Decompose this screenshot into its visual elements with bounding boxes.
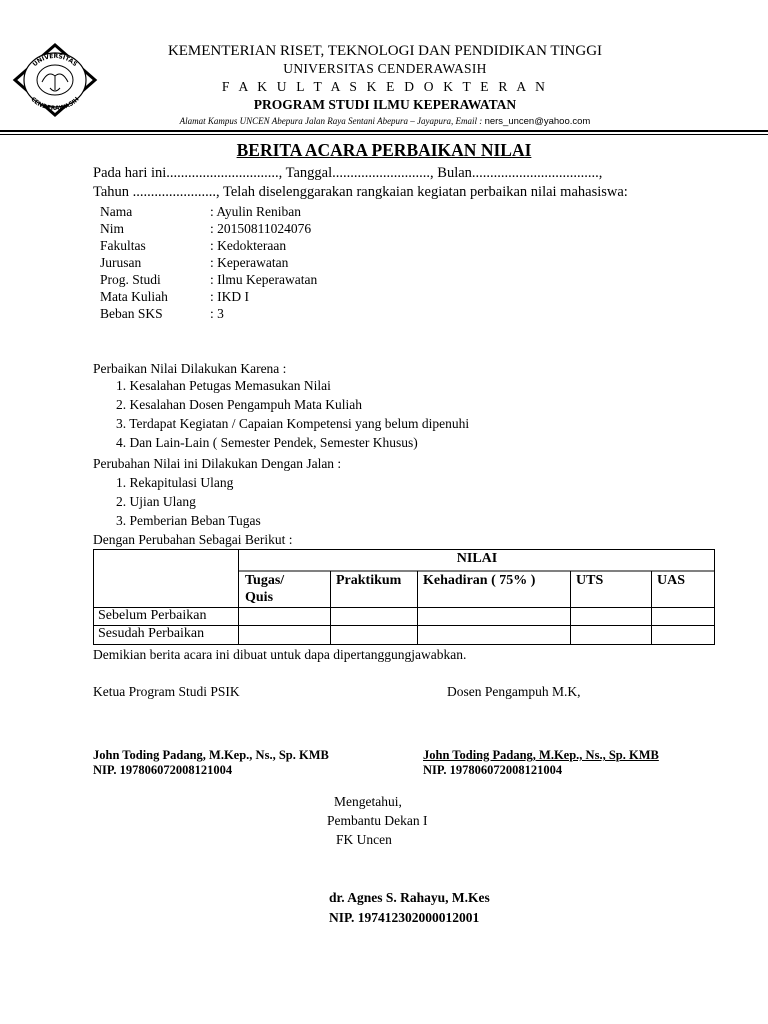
table-col-uas: UAS xyxy=(657,573,686,588)
address-text: Alamat Kampus UNCEN Abepura Jalan Raya Sentani Abepura – Jayapura, Email : xyxy=(179,116,485,126)
program-heading: PROGRAM STUDI ILMU KEPERAWATAN xyxy=(253,97,517,112)
right-signatory-name: John Toding Padang, M.Kep., Ns., Sp. KMB xyxy=(423,748,659,762)
acknowledge-role: Pembantu Dekan I xyxy=(327,813,428,828)
table-row-label-after: Sesudah Perbaikan xyxy=(98,626,205,641)
header-rule-thin xyxy=(0,134,768,135)
info-value-nim: : 20150811024076 xyxy=(210,221,312,236)
info-label-name: Nama xyxy=(100,204,133,219)
university-logo xyxy=(12,42,98,118)
method-item: 2. Ujian Ulang xyxy=(116,494,196,509)
closing-statement: Demikian berita acara ini dibuat untuk dapa dipertanggungjawabkan. xyxy=(93,647,467,662)
info-value-course: : IKD I xyxy=(210,289,249,304)
table-col-tugas: Tugas/ xyxy=(245,573,285,588)
method-item: 3. Pemberian Beban Tugas xyxy=(116,513,261,528)
acknowledge-label: Mengetahui, xyxy=(334,794,402,809)
logo-text-bottom: CENDERAWASIH xyxy=(29,95,81,113)
grade-table xyxy=(93,549,715,645)
info-value-faculty: : Kedokteraan xyxy=(210,238,287,253)
info-label-department: Jurusan xyxy=(100,255,142,270)
reason-item: 2. Kesalahan Dosen Pengampuh Mata Kuliah xyxy=(116,397,362,412)
dean-name: dr. Agnes S. Rahayu, M.Kes xyxy=(329,890,490,905)
info-value-credits: : 3 xyxy=(210,306,224,321)
info-label-credits: Beban SKS xyxy=(100,306,163,321)
address-line xyxy=(100,116,670,127)
reason-item: 4. Dan Lain-Lain ( Semester Pendek, Semester Khusus) xyxy=(116,435,418,450)
left-signatory-role: Ketua Program Studi PSIK xyxy=(93,684,240,699)
table-header-nilai: NILAI xyxy=(456,551,498,566)
right-signatory-nip: NIP. 197806072008121004 xyxy=(423,763,563,777)
table-col-quis: Quis xyxy=(245,590,274,605)
document-title: BERITA ACARA PERBAIKAN NILAI xyxy=(236,140,532,160)
reason-item: 3. Terdapat Kegiatan / Capaian Kompetensi yang belum dipenuhi xyxy=(116,416,470,431)
table-row-label-before: Sebelum Perbaikan xyxy=(98,608,207,623)
info-value-department: : Keperawatan xyxy=(210,255,289,270)
info-label-nim: Nim xyxy=(100,221,125,236)
intro-line-2: Tahun ......................., Telah diselenggarakan rangkaian kegiatan perbaikan nilai mahasiswa: xyxy=(93,184,628,200)
logo-text-top: UNIVERSITAS xyxy=(31,52,79,69)
faculty-heading: F A K U L T A S K E D O K T E R A N xyxy=(221,79,549,94)
intro-line-1: Pada hari ini..............................., Tanggal..........................., Bulan..................................., xyxy=(93,165,603,181)
method-item: 1. Rekapitulasi Ulang xyxy=(116,475,234,490)
info-value-study-program: : Ilmu Keperawatan xyxy=(210,272,318,287)
info-label-course: Mata Kuliah xyxy=(100,289,168,304)
reasons-heading: Perbaikan Nilai Dilakukan Karena : xyxy=(93,361,287,376)
reason-item: 1. Kesalahan Petugas Memasukan Nilai xyxy=(116,378,331,393)
left-signatory-name: John Toding Padang, M.Kep., Ns., Sp. KMB xyxy=(93,748,329,762)
acknowledge-unit: FK Uncen xyxy=(336,832,392,847)
changes-heading: Dengan Perubahan Sebagai Berikut : xyxy=(93,532,293,547)
ministry-heading: KEMENTERIAN RISET, TEKNOLOGI DAN PENDIDIKAN TINGGI xyxy=(167,43,603,59)
info-value-name: : Ayulin Reniban xyxy=(210,204,302,219)
email-text: ners_uncen@yahoo.com xyxy=(484,116,591,127)
header-rule-thick xyxy=(0,130,768,132)
university-heading: UNIVERSITAS CENDERAWASIH xyxy=(283,61,487,76)
info-label-study-program: Prog. Studi xyxy=(100,272,161,287)
table-col-praktikum: Praktikum xyxy=(336,573,402,588)
table-col-uts: UTS xyxy=(576,573,604,588)
methods-heading: Perubahan Nilai ini Dilakukan Dengan Jalan : xyxy=(93,456,342,471)
left-signatory-nip: NIP. 197806072008121004 xyxy=(93,763,233,777)
table-col-kehadiran: Kehadiran ( 75% ) xyxy=(423,573,536,588)
right-signatory-role: Dosen Pengampuh M.K, xyxy=(447,684,581,699)
dean-nip: NIP. 197412302000012001 xyxy=(329,910,480,925)
info-label-faculty: Fakultas xyxy=(100,238,146,253)
